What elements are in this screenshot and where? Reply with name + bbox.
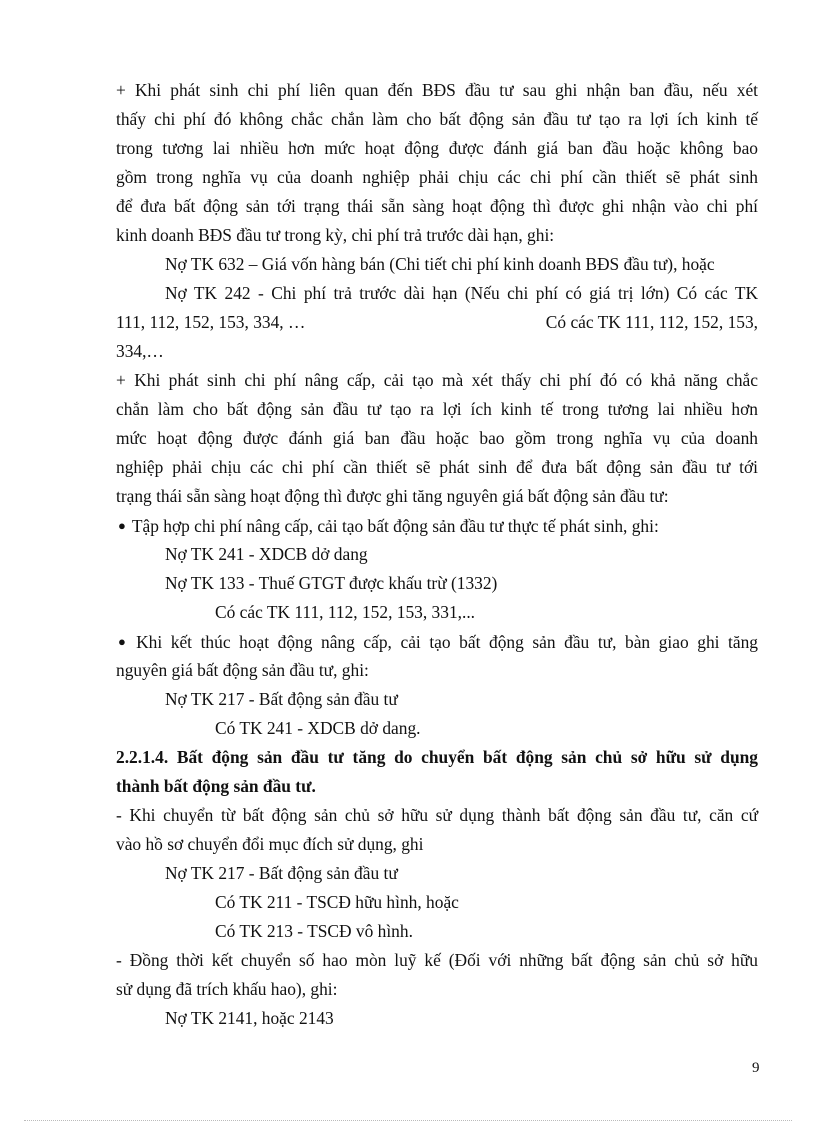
bullet-text: Khi kết thúc hoạt động nâng cấp, cải tạo bất động sản đầu tư, bàn giao ghi tăng (136, 632, 758, 652)
paragraph-line: gồm trong nghĩa vụ của doanh nghiệp phải chịu các chi phí cần thiết sẽ phát sinh (116, 167, 758, 187)
paragraph-line: kinh doanh BĐS đầu tư trong kỳ, chi phí trả trước dài hạn, ghi: (116, 225, 555, 245)
bullet-icon: ● (118, 518, 126, 533)
paragraph-line: + Khi phát sinh chi phí nâng cấp, cải tạo mà xét thấy chi phí đó có khả năng chắc (116, 370, 758, 390)
section-heading: thành bất động sản đầu tư. (116, 776, 316, 796)
bullet-icon: ● (118, 634, 131, 649)
journal-entry: Nợ TK 217 - Bất động sản đầu tư (165, 689, 398, 709)
paragraph-line: thấy chi phí đó không chắc chắn làm cho bất động sản đầu tư tạo ra lợi ích kinh tế (116, 109, 758, 129)
page-bottom-divider (24, 1120, 792, 1121)
journal-entry: Có TK 241 - XDCB dở dang. (215, 718, 421, 738)
journal-entry: Có các TK 111, 112, 152, 153, 331,... (215, 602, 476, 622)
journal-entry: 334,… (116, 341, 164, 361)
bullet-text: Tập hợp chi phí nâng cấp, cải tạo bất động sản đầu tư thực tế phát sinh, ghi: (131, 516, 659, 536)
bullet-item (118, 627, 758, 656)
journal-entry: Nợ TK 133 - Thuế GTGT được khấu trừ (1332) (165, 573, 498, 593)
paragraph-line: vào hồ sơ chuyển đổi mục đích sử dụng, ghi (116, 834, 424, 854)
journal-entry: Nợ TK 241 - XDCB dở dang (165, 544, 368, 564)
journal-entry: Nợ TK 242 - Chi phí trả trước dài hạn (Nếu chi phí có giá trị lớn) Có các TK (165, 283, 758, 303)
paragraph-line: chắn làm cho bất động sản đầu tư tạo ra lợi ích kinh tế trong tương lai nhiều hơn (116, 399, 758, 419)
paragraph-line: nghiệp phải chịu các chi phí cần thiết sẽ phát sinh để đưa bất động sản đầu tư tới (116, 457, 758, 477)
journal-entry: Nợ TK 2141, hoặc 2143 (165, 1008, 334, 1028)
paragraph-line: + Khi phát sinh chi phí liên quan đến BĐS đầu tư sau ghi nhận ban đầu, nếu xét (116, 80, 758, 100)
journal-entry-split (116, 308, 758, 337)
journal-entry: Nợ TK 217 - Bất động sản đầu tư (165, 863, 398, 883)
paragraph-line: nguyên giá bất động sản đầu tư, ghi: (116, 660, 369, 680)
paragraph-line: trong tương lai nhiều hơn mức hoạt động được đánh giá ban đầu hoặc không bao (116, 138, 758, 158)
section-heading: 2.2.1.4. Bất động sản đầu tư tăng do chuyển bất động sản chủ sở hữu sử dụng (116, 747, 758, 767)
paragraph-line: mức hoạt động được đánh giá ban đầu hoặc bao gồm trong nghĩa vụ của doanh (116, 428, 758, 448)
journal-entry: Có TK 211 - TSCĐ hữu hình, hoặc (215, 892, 459, 912)
paragraph-line: trạng thái sẵn sàng hoạt động thì được ghi tăng nguyên giá bất động sản đầu tư: (116, 486, 669, 506)
bullet-item (118, 511, 758, 540)
journal-entry-right: Có các TK 111, 112, 152, 153, (545, 312, 758, 332)
journal-entry: Nợ TK 632 – Giá vốn hàng bán (Chi tiết chi phí kinh doanh BĐS đầu tư), hoặc (165, 254, 715, 274)
journal-entry: Có TK 213 - TSCĐ vô hình. (215, 921, 413, 941)
page-number: 9 (752, 1060, 760, 1076)
paragraph-line: để đưa bất động sản tới trạng thái sẵn sàng hoạt động thì được ghi nhận vào chi phí (116, 196, 758, 216)
paragraph-line: - Khi chuyển từ bất động sản chủ sở hữu sử dụng thành bất động sản đầu tư, căn cứ (116, 805, 758, 825)
paragraph-line: sử dụng đã trích khấu hao), ghi: (116, 979, 338, 999)
journal-entry-left: 111, 112, 152, 153, 334, … (116, 312, 306, 332)
paragraph-line: - Đồng thời kết chuyển số hao mòn luỹ kế (Đối với những bất động sản chủ sở hữu (116, 950, 758, 970)
